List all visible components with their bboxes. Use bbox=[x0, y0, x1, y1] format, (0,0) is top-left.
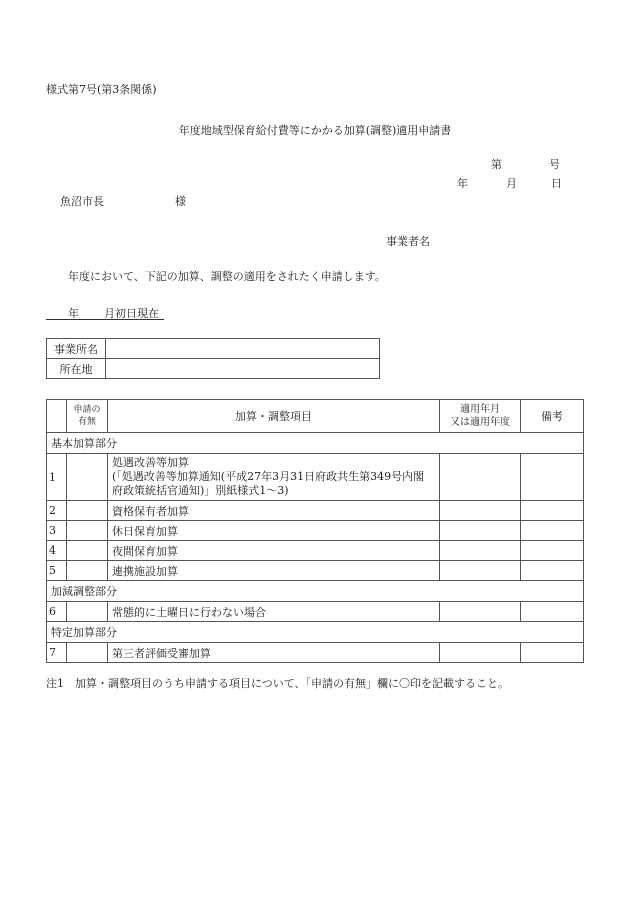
header-applied bbox=[67, 400, 108, 433]
section-title: 基本加算部分 bbox=[47, 433, 584, 454]
row-applied-cell[interactable] bbox=[67, 521, 108, 541]
row-remarks-cell[interactable] bbox=[521, 501, 584, 521]
row-remarks-cell[interactable] bbox=[521, 561, 584, 581]
header-period-text: 適用年月 又は適用年度 bbox=[450, 404, 510, 428]
row-period-cell[interactable] bbox=[440, 454, 521, 501]
row-applied-cell[interactable] bbox=[67, 541, 108, 561]
row-period-cell[interactable] bbox=[440, 501, 521, 521]
row-item: 休日保育加算 bbox=[108, 521, 440, 541]
row-remarks-cell[interactable] bbox=[521, 643, 584, 663]
table-header bbox=[47, 400, 584, 433]
info-label: 所在地 bbox=[47, 359, 106, 379]
form-number: 様式第7号(第3条関係) bbox=[46, 83, 157, 96]
row-no: 4 bbox=[47, 541, 67, 561]
row-remarks-cell[interactable] bbox=[521, 521, 584, 541]
info-row bbox=[47, 359, 380, 379]
as-of-year: 年 bbox=[68, 307, 79, 320]
section-row bbox=[47, 622, 584, 643]
row-item bbox=[108, 454, 440, 501]
row-item: 常態的に土曜日に行わない場合 bbox=[108, 602, 440, 622]
table-row bbox=[47, 561, 584, 581]
footnote: 注1 加算・調整項目のうち申請する項目について、「申請の有無」欄に〇印を記載すること。 bbox=[46, 677, 510, 690]
addressee-name: 魚沼市長 bbox=[60, 195, 104, 208]
row-applied-cell[interactable] bbox=[67, 561, 108, 581]
info-label: 事業所名 bbox=[47, 339, 106, 359]
row-period-cell[interactable] bbox=[440, 561, 521, 581]
section-row bbox=[47, 581, 584, 602]
header-remarks: 備考 bbox=[521, 400, 584, 433]
section-title: 特定加算部分 bbox=[47, 622, 584, 643]
row-remarks-cell[interactable] bbox=[521, 454, 584, 501]
items-table bbox=[46, 399, 584, 663]
header-no bbox=[47, 400, 67, 433]
date-day: 日 bbox=[551, 177, 562, 190]
header-applied-text: 申請の 有無 bbox=[73, 405, 101, 427]
table-row bbox=[47, 541, 584, 561]
as-of-line bbox=[46, 305, 164, 320]
row-no: 3 bbox=[47, 521, 67, 541]
row-period-cell[interactable] bbox=[440, 541, 521, 561]
row-applied-cell[interactable] bbox=[67, 602, 108, 622]
table-row bbox=[47, 501, 584, 521]
row-applied-cell[interactable] bbox=[67, 501, 108, 521]
table-row bbox=[47, 521, 584, 541]
row-no: 6 bbox=[47, 602, 67, 622]
row-item: 夜間保育加算 bbox=[108, 541, 440, 561]
row-remarks-cell[interactable] bbox=[521, 541, 584, 561]
date-month: 月 bbox=[506, 177, 517, 190]
date-year: 年 bbox=[457, 177, 468, 190]
row-applied-cell[interactable] bbox=[67, 643, 108, 663]
as-of-text: 月初日現在 bbox=[104, 307, 159, 320]
info-row bbox=[47, 339, 380, 359]
addressee-honorific: 様 bbox=[175, 195, 186, 208]
number-dai: 第 bbox=[491, 158, 502, 171]
header-item: 加算・調整項目 bbox=[108, 400, 440, 433]
row-period-cell[interactable] bbox=[440, 643, 521, 663]
row-item: 第三者評価受審加算 bbox=[108, 643, 440, 663]
section-title: 加減調整部分 bbox=[47, 581, 584, 602]
applicant-label: 事業者名 bbox=[386, 235, 430, 248]
row-no: 5 bbox=[47, 561, 67, 581]
row-applied-cell[interactable] bbox=[67, 454, 108, 501]
row-remarks-cell[interactable] bbox=[521, 602, 584, 622]
info-table bbox=[46, 338, 380, 379]
row-no: 1 bbox=[47, 454, 67, 501]
row-item-text: 処遇改善等加算 (「処遇改善等加算通知(平成27年3月31日府政共生第349号内閣 府政策統括官通知)」別紙様式1〜3) bbox=[112, 456, 425, 497]
section-row bbox=[47, 433, 584, 454]
number-go: 号 bbox=[549, 158, 560, 171]
row-period-cell[interactable] bbox=[440, 602, 521, 622]
info-value[interactable] bbox=[106, 359, 380, 379]
row-no: 7 bbox=[47, 643, 67, 663]
header-period bbox=[440, 400, 521, 433]
body-text: 年度において、下記の加算、調整の適用をされたく申請します。 bbox=[68, 270, 386, 283]
table-row bbox=[47, 643, 584, 663]
row-item: 資格保有者加算 bbox=[108, 501, 440, 521]
row-no: 2 bbox=[47, 501, 67, 521]
row-period-cell[interactable] bbox=[440, 521, 521, 541]
document-title: 年度地域型保育給付費等にかかる加算(調整)適用申請書 bbox=[178, 124, 452, 137]
table-row bbox=[47, 602, 584, 622]
row-item: 連携施設加算 bbox=[108, 561, 440, 581]
info-value[interactable] bbox=[106, 339, 380, 359]
table-row bbox=[47, 454, 584, 501]
